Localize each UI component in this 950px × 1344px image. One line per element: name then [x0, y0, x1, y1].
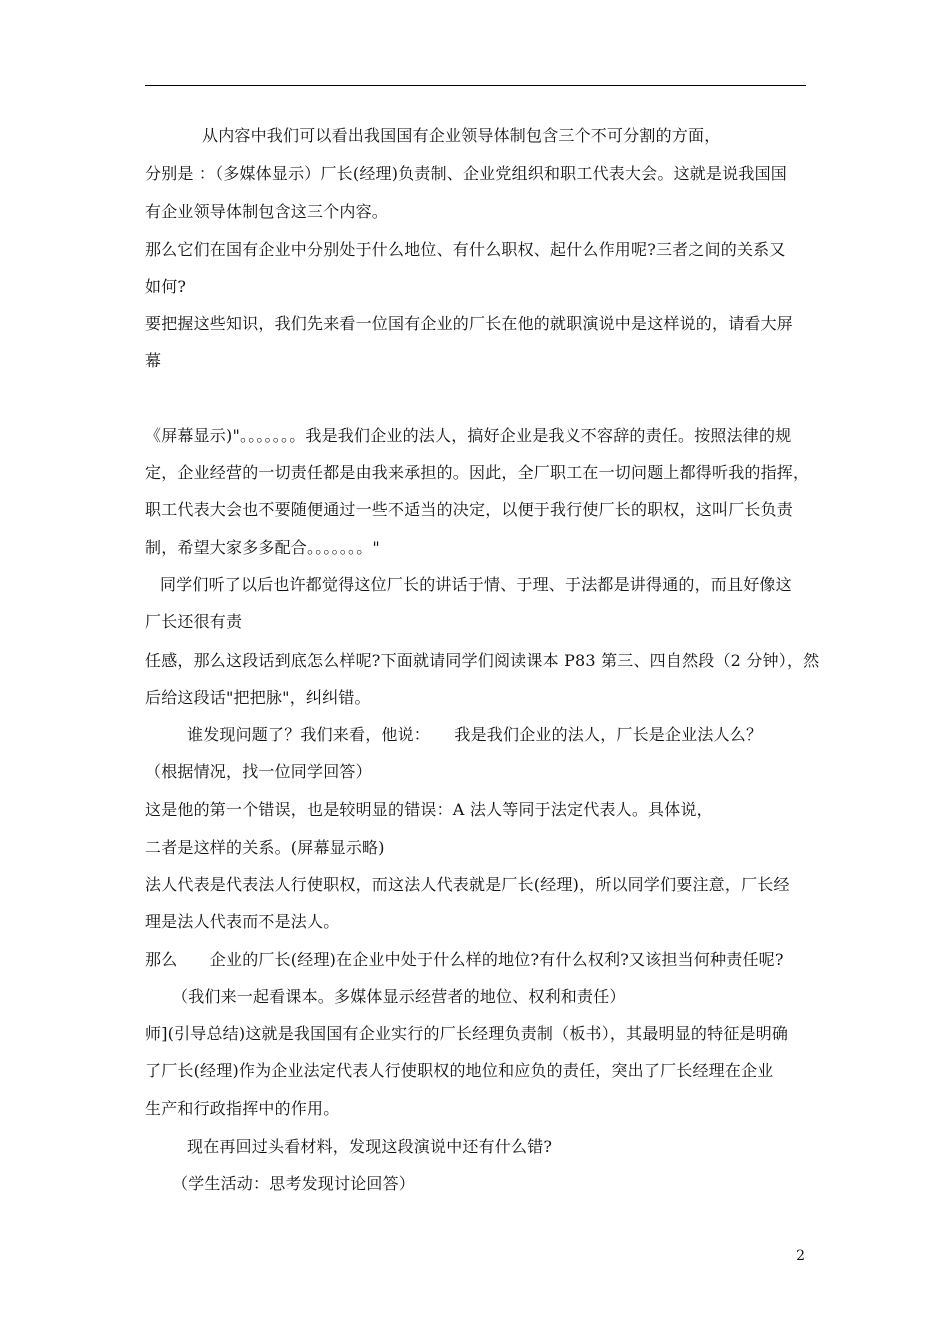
text-line: 现在再回过头看材料，发现这段演说中还有什么错?	[187, 1137, 553, 1156]
text-line: 这是他的第一个错误，也是较明显的错误：A 法人等同于法定代表人。具体说，	[145, 800, 713, 819]
text-line: 分别是 ：（多媒体显示）厂长(经理)负责制、企业党组织和职工代表大会。这就是说我国国	[145, 164, 787, 183]
text-line: 同学们听了以后也许都觉得这位厂长的讲话于情、于理、于法都是讲得通的，而且好像这	[160, 575, 792, 594]
text-line: （我们来一起看课本。多媒体显示经营者的地位、权利和责任）	[172, 987, 626, 1006]
text-line: 从内容中我们可以看出我国国有企业领导体制包含三个不可分割的方面，	[202, 126, 721, 145]
text-line: 如何?	[145, 277, 187, 296]
text-line: 了厂长(经理)作为企业法定代表人行使职权的地位和应负的责任，突出了厂长经理在企业	[145, 1061, 774, 1080]
text-line: 幕	[145, 351, 162, 370]
text-line: 有企业领导体制包含这三个内容。	[145, 202, 389, 221]
text-line: 制，希望大家多多配合。。。。。。。"	[145, 538, 380, 557]
text-line: 定，企业经营的一切责任都是由我来承担的。因此，全厂职工在一切问题上都得听我的指挥，	[145, 463, 810, 482]
text-line: 谁发现问题了？我们来看，他说： 我是我们企业的法人，厂长是企业法人么？	[187, 725, 763, 744]
text-line: 厂长还很有责	[145, 612, 243, 631]
text-line: 任感，那么这段话到底怎么样呢?下面就请同学们阅读课本 P83 第三、四自然段（2 分钟），然	[145, 651, 820, 670]
text-line: （根据情况，找一位同学回答）	[145, 762, 372, 781]
text-line: 师](引导总结)这就是我国国有企业实行的厂长经理负责制（板书），其最明显的特征是明确	[145, 1024, 789, 1043]
text-line: （学生活动：思考发现讨论回答）	[172, 1174, 416, 1193]
text-line: 要把握这些知识，我们先来看一位国有企业的厂长在他的就职演说中是这样说的，请看大屏	[145, 314, 794, 333]
text-line: 那么 企业的厂长(经理)在企业中处于什么样的地位?有什么权利?又该担当何种责任呢?	[145, 950, 784, 969]
text-line: 后给这段话"把把脉"，纠纠错。	[145, 688, 371, 707]
text-line: 理是法人代表而不是法人。	[145, 912, 340, 931]
text-line: 二者是这样的关系。(屏幕显示略)	[145, 838, 385, 857]
text-line: 《屏幕显示)"。。。。。。。我是我们企业的法人，搞好企业是我义不容辞的责任。按照法律的规	[145, 426, 792, 445]
header-rule	[145, 85, 806, 86]
page-number: 2	[796, 1248, 805, 1264]
text-line: 生产和行政指挥中的作用。	[145, 1099, 340, 1118]
text-line: 法人代表是代表法人行使职权，而这法人代表就是厂长(经理)，所以同学们要注意，厂长经	[145, 875, 790, 894]
text-line: 职工代表大会也不要随便通过一些不适当的决定，以便于我行使厂长的职权，这叫厂长负责	[145, 500, 794, 519]
text-line: 那么它们在国有企业中分别处于什么地位、有什么职权、起什么作用呢?三者之间的关系又	[145, 240, 786, 259]
